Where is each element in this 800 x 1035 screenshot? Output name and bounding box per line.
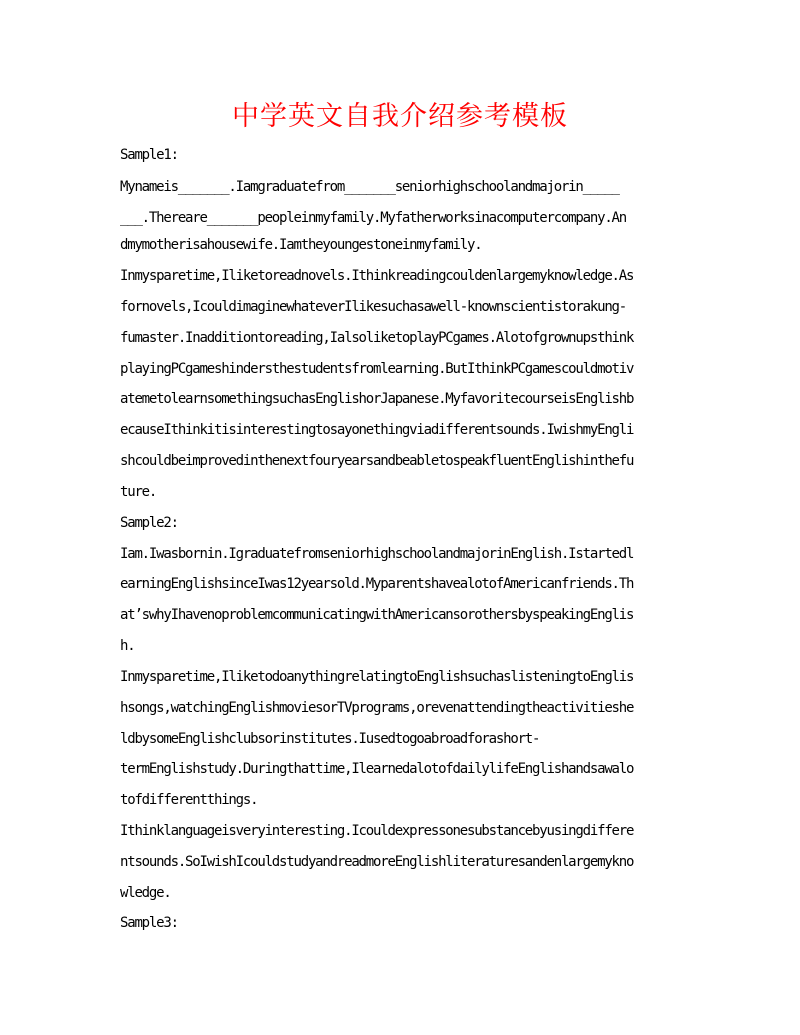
text-line: wledge. [120,885,171,901]
sample-heading: Sample1: [120,147,178,163]
text-line: earningEnglishsinceIwas12yearsold.MyparentshavealotofAmericanfriends.Th [120,576,634,592]
text-line: ldbysomeEnglishclubsorinstitutes.Iusedtogoabroadforashort- [120,731,540,747]
text-line: Inmysparetime,IliketodoanythingrelatingtoEnglishsuchaslisteningtoEnglis [120,669,634,685]
text-line: Iam.Iwasbornin.IgraduatefromseniorhighschoolandmajorinEnglish.Istartedl [120,546,634,562]
text-line: hsongs,watchingEnglishmoviesorTVprograms,orevenattendingtheactivitieshe [120,700,634,716]
text-line: playingPCgameshindersthestudentsfromlearning.ButIthinkPCgamescouldmotiv [120,361,634,377]
text-line: shcouldbeimprovedinthenextfouryearsandbeabletospeakfluentEnglishinthefu [120,453,634,469]
text-line: ntsounds.SoIwishIcouldstudyandreadmoreEnglishliteraturesandenlargemykno [120,854,634,870]
text-line: h. [120,638,135,654]
text-line: atemetolearnsomethingsuchasEnglishorJapanese.MyfavoritecourseisEnglishb [120,391,634,407]
page-title: 中学英文自我介绍参考模板 [232,101,568,132]
text-line: Inmysparetime,Iliketoreadnovels.Ithinkreadingcouldenlargemyknowledge.As [120,268,634,284]
text-line: dmymotherisahousewife.Iamtheyoungestoneinmyfamily. [120,237,482,253]
text-line: ___.Thereare_______peopleinmyfamily.Myfatherworksinacomputercompany.An [120,210,627,226]
text-line: fornovels,IcouldimaginewhateverIlikesuchasawell-knownscientistorakung- [120,299,627,315]
sample-heading: Sample3: [120,915,178,931]
text-line: Mynameis_______.Iamgraduatefrom_______seniorhighschoolandmajorin_____ [120,179,619,195]
text-line: termEnglishstudy.Duringthattime,IlearnedalotofdailylifeEnglishandsawalo [120,761,634,777]
text-line: ture. [120,484,157,500]
text-line: ecauseIthinkitisinterestingtosayonethingviadifferentsounds.IwishmyEngli [120,422,634,438]
text-line: fumaster.Inadditiontoreading,IalsoliketoplayPCgames.Alotofgrownupsthink [120,330,634,346]
sample-heading: Sample2: [120,515,178,531]
text-line: at’swhyIhavenoproblemcommunicatingwithAmericansorothersbyspeakingEnglis [120,607,634,623]
text-line: Ithinklanguageisveryinteresting.Icouldexpressonesubstancebyusingdiffere [120,823,634,839]
text-line: tofdifferentthings. [120,792,258,808]
